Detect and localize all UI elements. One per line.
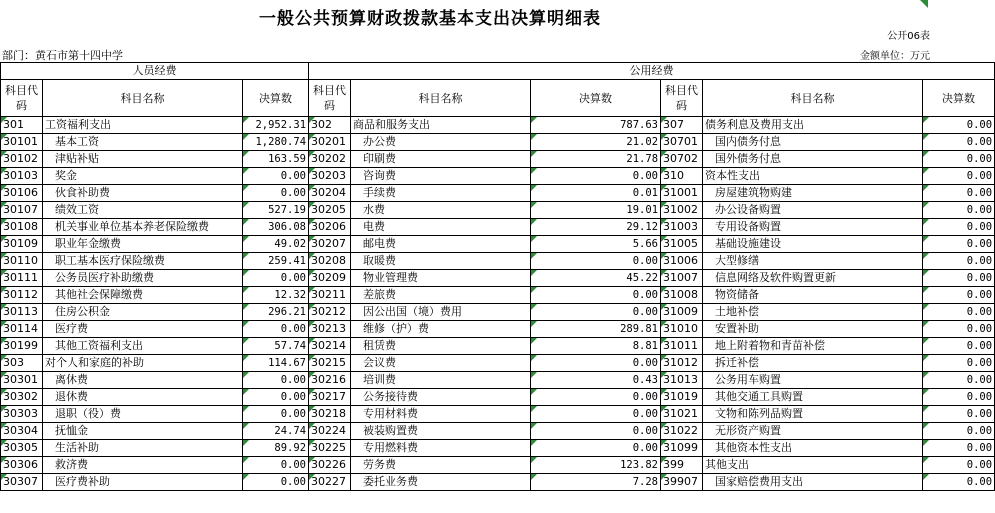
amount-cell[interactable]: 0.00	[531, 423, 661, 440]
code-cell[interactable]: 30202	[309, 151, 351, 168]
code-cell[interactable]: 30208	[309, 253, 351, 270]
name-cell[interactable]: 医疗费补助	[43, 474, 243, 491]
name-cell[interactable]: 机关事业单位基本养老保险缴费	[43, 219, 243, 236]
code-cell[interactable]: 310	[661, 168, 703, 185]
amount-cell[interactable]: 123.82	[531, 457, 661, 474]
amount-cell[interactable]: 0.00	[243, 168, 309, 185]
amount-cell[interactable]: 0.00	[531, 440, 661, 457]
code-cell[interactable]: 31008	[661, 287, 703, 304]
code-cell[interactable]: 31013	[661, 372, 703, 389]
amount-cell[interactable]: 0.00	[243, 474, 309, 491]
code-cell[interactable]: 31001	[661, 185, 703, 202]
name-cell[interactable]: 其他工资福利支出	[43, 338, 243, 355]
amount-cell[interactable]: 0.00	[531, 406, 661, 423]
name-cell[interactable]: 水费	[351, 202, 531, 219]
amount-cell[interactable]: 21.78	[531, 151, 661, 168]
code-cell[interactable]: 30203	[309, 168, 351, 185]
amount-cell[interactable]: 0.00	[923, 236, 995, 253]
amount-cell[interactable]: 45.22	[531, 270, 661, 287]
code-cell[interactable]: 30209	[309, 270, 351, 287]
code-cell[interactable]: 31022	[661, 423, 703, 440]
name-cell[interactable]: 会议费	[351, 355, 531, 372]
amount-cell[interactable]: 114.67	[243, 355, 309, 372]
amount-cell[interactable]: 0.00	[923, 219, 995, 236]
amount-cell[interactable]: 163.59	[243, 151, 309, 168]
name-cell[interactable]: 债务利息及费用支出	[703, 117, 923, 134]
name-cell[interactable]: 拆迁补偿	[703, 355, 923, 372]
amount-cell[interactable]: 0.00	[923, 406, 995, 423]
amount-cell[interactable]: 527.19	[243, 202, 309, 219]
name-cell[interactable]: 其他资本性支出	[703, 440, 923, 457]
table-row	[1, 168, 995, 185]
amount-cell[interactable]: 0.00	[923, 185, 995, 202]
amount-cell[interactable]: 0.00	[243, 185, 309, 202]
amount-cell[interactable]: 0.43	[531, 372, 661, 389]
amount-cell[interactable]: 0.00	[923, 440, 995, 457]
code-cell[interactable]: 31007	[661, 270, 703, 287]
name-cell[interactable]: 生活补助	[43, 440, 243, 457]
amount-cell[interactable]: 0.00	[531, 253, 661, 270]
table-row	[1, 117, 995, 134]
table-row	[1, 389, 995, 406]
amount-cell[interactable]: 0.00	[923, 253, 995, 270]
code-cell[interactable]: 30204	[309, 185, 351, 202]
code-cell[interactable]: 30307	[1, 474, 43, 491]
amount-cell[interactable]: 0.00	[923, 202, 995, 219]
code-cell[interactable]: 30215	[309, 355, 351, 372]
name-cell[interactable]: 离休费	[43, 372, 243, 389]
table-row	[1, 372, 995, 389]
name-cell[interactable]: 国内债务付息	[703, 134, 923, 151]
name-cell[interactable]: 专用设备购置	[703, 219, 923, 236]
name-cell[interactable]: 资本性支出	[703, 168, 923, 185]
column-header-amount: 决算数	[923, 80, 995, 117]
code-cell[interactable]: 30218	[309, 406, 351, 423]
amount-cell[interactable]: 8.81	[531, 338, 661, 355]
amount-cell[interactable]: 0.00	[243, 406, 309, 423]
table-row	[1, 185, 995, 202]
name-cell[interactable]: 咨询费	[351, 168, 531, 185]
amount-cell[interactable]: 259.41	[243, 253, 309, 270]
table-row	[1, 406, 995, 423]
code-cell[interactable]: 30306	[1, 457, 43, 474]
code-cell[interactable]: 30213	[309, 321, 351, 338]
amount-cell[interactable]: 57.74	[243, 338, 309, 355]
amount-cell[interactable]: 0.00	[923, 134, 995, 151]
table-row	[1, 236, 995, 253]
name-cell[interactable]: 办公费	[351, 134, 531, 151]
name-cell[interactable]: 公务用车购置	[703, 372, 923, 389]
name-cell[interactable]: 取暖费	[351, 253, 531, 270]
code-cell[interactable]: 30111	[1, 270, 43, 287]
amount-cell[interactable]: 289.81	[531, 321, 661, 338]
expenditure-table	[0, 62, 995, 491]
code-cell[interactable]: 30201	[309, 134, 351, 151]
name-cell[interactable]: 维修（护）费	[351, 321, 531, 338]
amount-cell[interactable]: 0.00	[923, 355, 995, 372]
amount-cell[interactable]: 0.00	[923, 270, 995, 287]
amount-cell[interactable]: 0.00	[243, 389, 309, 406]
column-header-code: 科目代码	[661, 80, 703, 117]
code-cell[interactable]: 31099	[661, 440, 703, 457]
code-cell[interactable]: 31009	[661, 304, 703, 321]
table-row	[1, 304, 995, 321]
code-cell[interactable]: 30214	[309, 338, 351, 355]
name-cell[interactable]: 邮电费	[351, 236, 531, 253]
amount-cell[interactable]: 0.00	[531, 168, 661, 185]
name-cell[interactable]: 绩效工资	[43, 202, 243, 219]
code-cell[interactable]: 30114	[1, 321, 43, 338]
name-cell[interactable]: 因公出国（境）费用	[351, 304, 531, 321]
table-row	[1, 253, 995, 270]
name-cell[interactable]: 退职（役）费	[43, 406, 243, 423]
name-cell[interactable]: 工资福利支出	[43, 117, 243, 134]
name-cell[interactable]: 公务员医疗补助缴费	[43, 270, 243, 287]
code-cell[interactable]: 301	[1, 117, 43, 134]
amount-cell[interactable]: 0.00	[923, 457, 995, 474]
code-cell[interactable]: 30301	[1, 372, 43, 389]
name-cell[interactable]: 劳务费	[351, 457, 531, 474]
amount-cell[interactable]: 0.00	[531, 287, 661, 304]
name-cell[interactable]: 文物和陈列品购置	[703, 406, 923, 423]
amount-cell[interactable]: 49.02	[243, 236, 309, 253]
code-cell[interactable]: 30701	[661, 134, 703, 151]
code-cell[interactable]: 31006	[661, 253, 703, 270]
code-cell[interactable]: 30226	[309, 457, 351, 474]
code-cell[interactable]: 30304	[1, 423, 43, 440]
cell-marker-icon	[920, 0, 928, 8]
amount-cell[interactable]: 0.00	[923, 151, 995, 168]
column-header-amount: 决算数	[531, 80, 661, 117]
name-cell[interactable]: 物业管理费	[351, 270, 531, 287]
name-cell[interactable]: 安置补助	[703, 321, 923, 338]
name-cell[interactable]: 其他支出	[703, 457, 923, 474]
name-cell[interactable]: 职业年金缴费	[43, 236, 243, 253]
code-cell[interactable]: 30212	[309, 304, 351, 321]
code-cell[interactable]: 302	[309, 117, 351, 134]
code-cell[interactable]: 30303	[1, 406, 43, 423]
table-row	[1, 134, 995, 151]
code-cell[interactable]: 31021	[661, 406, 703, 423]
name-cell[interactable]: 委托业务费	[351, 474, 531, 491]
code-cell[interactable]: 30224	[309, 423, 351, 440]
code-cell[interactable]: 39907	[661, 474, 703, 491]
name-cell[interactable]: 退休费	[43, 389, 243, 406]
form-code: 公开06表	[887, 31, 930, 42]
name-cell[interactable]: 租赁费	[351, 338, 531, 355]
name-cell[interactable]: 差旅费	[351, 287, 531, 304]
column-header-amount: 决算数	[243, 80, 309, 117]
name-cell[interactable]: 国家赔偿费用支出	[703, 474, 923, 491]
table-row	[1, 457, 995, 474]
amount-cell[interactable]: 0.00	[243, 270, 309, 287]
amount-cell[interactable]: 787.63	[531, 117, 661, 134]
table-row	[1, 440, 995, 457]
table-row	[1, 355, 995, 372]
amount-cell[interactable]: 0.00	[923, 321, 995, 338]
group-header-public: 公用经费	[309, 63, 995, 80]
amount-cell[interactable]: 5.66	[531, 236, 661, 253]
column-header-name: 科目名称	[43, 80, 243, 117]
amount-cell[interactable]: 2,952.31	[243, 117, 309, 134]
name-cell[interactable]: 津贴补贴	[43, 151, 243, 168]
code-cell[interactable]: 307	[661, 117, 703, 134]
code-cell[interactable]: 30112	[1, 287, 43, 304]
code-cell[interactable]: 31011	[661, 338, 703, 355]
code-cell[interactable]: 31012	[661, 355, 703, 372]
code-cell[interactable]: 31003	[661, 219, 703, 236]
amount-cell[interactable]: 0.00	[243, 321, 309, 338]
amount-cell[interactable]: 0.00	[923, 287, 995, 304]
name-cell[interactable]: 住房公积金	[43, 304, 243, 321]
code-cell[interactable]: 30217	[309, 389, 351, 406]
amount-cell[interactable]: 0.01	[531, 185, 661, 202]
code-cell[interactable]: 30109	[1, 236, 43, 253]
group-header-personnel: 人员经费	[1, 63, 309, 80]
column-header-code: 科目代码	[1, 80, 43, 117]
code-cell[interactable]: 303	[1, 355, 43, 372]
table-row	[1, 423, 995, 440]
amount-cell[interactable]: 296.21	[243, 304, 309, 321]
table-row	[1, 338, 995, 355]
table-row	[1, 287, 995, 304]
name-cell[interactable]: 印刷费	[351, 151, 531, 168]
amount-cell[interactable]: 21.02	[531, 134, 661, 151]
name-cell[interactable]: 公务接待费	[351, 389, 531, 406]
name-cell[interactable]: 信息网络及软件购置更新	[703, 270, 923, 287]
amount-cell[interactable]: 24.74	[243, 423, 309, 440]
table-row	[1, 474, 995, 491]
code-cell[interactable]: 30225	[309, 440, 351, 457]
code-cell[interactable]: 30101	[1, 134, 43, 151]
name-cell[interactable]: 办公设备购置	[703, 202, 923, 219]
code-cell[interactable]: 31005	[661, 236, 703, 253]
amount-cell[interactable]: 19.01	[531, 202, 661, 219]
name-cell[interactable]: 伙食补助费	[43, 185, 243, 202]
amount-cell[interactable]: 0.00	[243, 372, 309, 389]
code-cell[interactable]: 30199	[1, 338, 43, 355]
name-cell[interactable]: 职工基本医疗保险缴费	[43, 253, 243, 270]
name-cell[interactable]: 基础设施建设	[703, 236, 923, 253]
name-cell[interactable]: 手续费	[351, 185, 531, 202]
name-cell[interactable]: 商品和服务支出	[351, 117, 531, 134]
code-cell[interactable]: 31010	[661, 321, 703, 338]
name-cell[interactable]: 对个人和家庭的补助	[43, 355, 243, 372]
name-cell[interactable]: 培训费	[351, 372, 531, 389]
code-cell[interactable]: 30205	[309, 202, 351, 219]
table-row	[1, 151, 995, 168]
amount-cell[interactable]: 0.00	[531, 355, 661, 372]
name-cell[interactable]: 电费	[351, 219, 531, 236]
amount-cell[interactable]: 0.00	[923, 117, 995, 134]
name-cell[interactable]: 专用燃料费	[351, 440, 531, 457]
code-cell[interactable]: 30227	[309, 474, 351, 491]
amount-cell[interactable]: 0.00	[923, 304, 995, 321]
name-cell[interactable]: 奖金	[43, 168, 243, 185]
amount-cell[interactable]: 0.00	[923, 372, 995, 389]
column-header-name: 科目名称	[351, 80, 531, 117]
code-cell[interactable]: 30113	[1, 304, 43, 321]
name-cell[interactable]: 抚恤金	[43, 423, 243, 440]
name-cell[interactable]: 无形资产购置	[703, 423, 923, 440]
amount-cell[interactable]: 306.08	[243, 219, 309, 236]
code-cell[interactable]: 30207	[309, 236, 351, 253]
column-header-name: 科目名称	[703, 80, 923, 117]
table-row	[1, 321, 995, 338]
amount-cell[interactable]: 0.00	[923, 474, 995, 491]
code-cell[interactable]: 399	[661, 457, 703, 474]
code-cell[interactable]: 31002	[661, 202, 703, 219]
code-cell[interactable]: 30206	[309, 219, 351, 236]
code-cell[interactable]: 30305	[1, 440, 43, 457]
name-cell[interactable]: 救济费	[43, 457, 243, 474]
amount-cell[interactable]: 0.00	[531, 389, 661, 406]
table-row	[1, 270, 995, 287]
amount-cell[interactable]: 0.00	[531, 304, 661, 321]
name-cell[interactable]: 被装购置费	[351, 423, 531, 440]
code-cell[interactable]: 30107	[1, 202, 43, 219]
code-cell[interactable]: 30103	[1, 168, 43, 185]
code-cell[interactable]: 30106	[1, 185, 43, 202]
amount-cell[interactable]: 0.00	[923, 168, 995, 185]
code-cell[interactable]: 30211	[309, 287, 351, 304]
amount-cell[interactable]: 7.28	[531, 474, 661, 491]
name-cell[interactable]: 国外债务付息	[703, 151, 923, 168]
unit-label: 金额单位：万元	[860, 51, 930, 62]
amount-cell[interactable]: 0.00	[923, 423, 995, 440]
amount-cell[interactable]: 1,280.74	[243, 134, 309, 151]
code-cell[interactable]: 30102	[1, 151, 43, 168]
amount-cell[interactable]: 29.12	[531, 219, 661, 236]
code-cell[interactable]: 30110	[1, 253, 43, 270]
name-cell[interactable]: 物资储备	[703, 287, 923, 304]
code-cell[interactable]: 30702	[661, 151, 703, 168]
name-cell[interactable]: 其他交通工具购置	[703, 389, 923, 406]
amount-cell[interactable]: 0.00	[923, 338, 995, 355]
column-header-code: 科目代码	[309, 80, 351, 117]
name-cell[interactable]: 医疗费	[43, 321, 243, 338]
name-cell[interactable]: 基本工资	[43, 134, 243, 151]
name-cell[interactable]: 大型修缮	[703, 253, 923, 270]
table-row	[1, 219, 995, 236]
code-cell[interactable]: 30302	[1, 389, 43, 406]
name-cell[interactable]: 专用材料费	[351, 406, 531, 423]
name-cell[interactable]: 土地补偿	[703, 304, 923, 321]
table-row	[1, 202, 995, 219]
amount-cell[interactable]: 89.92	[243, 440, 309, 457]
amount-cell[interactable]: 0.00	[243, 457, 309, 474]
code-cell[interactable]: 30108	[1, 219, 43, 236]
code-cell[interactable]: 31019	[661, 389, 703, 406]
code-cell[interactable]: 30216	[309, 372, 351, 389]
name-cell[interactable]: 地上附着物和青苗补偿	[703, 338, 923, 355]
department-label: 部门：黄石市第十四中学	[2, 49, 123, 62]
amount-cell[interactable]: 12.32	[243, 287, 309, 304]
page-title: 一般公共预算财政拨款基本支出决算明细表	[259, 9, 601, 29]
name-cell[interactable]: 其他社会保障缴费	[43, 287, 243, 304]
name-cell[interactable]: 房屋建筑物购建	[703, 185, 923, 202]
amount-cell[interactable]: 0.00	[923, 389, 995, 406]
